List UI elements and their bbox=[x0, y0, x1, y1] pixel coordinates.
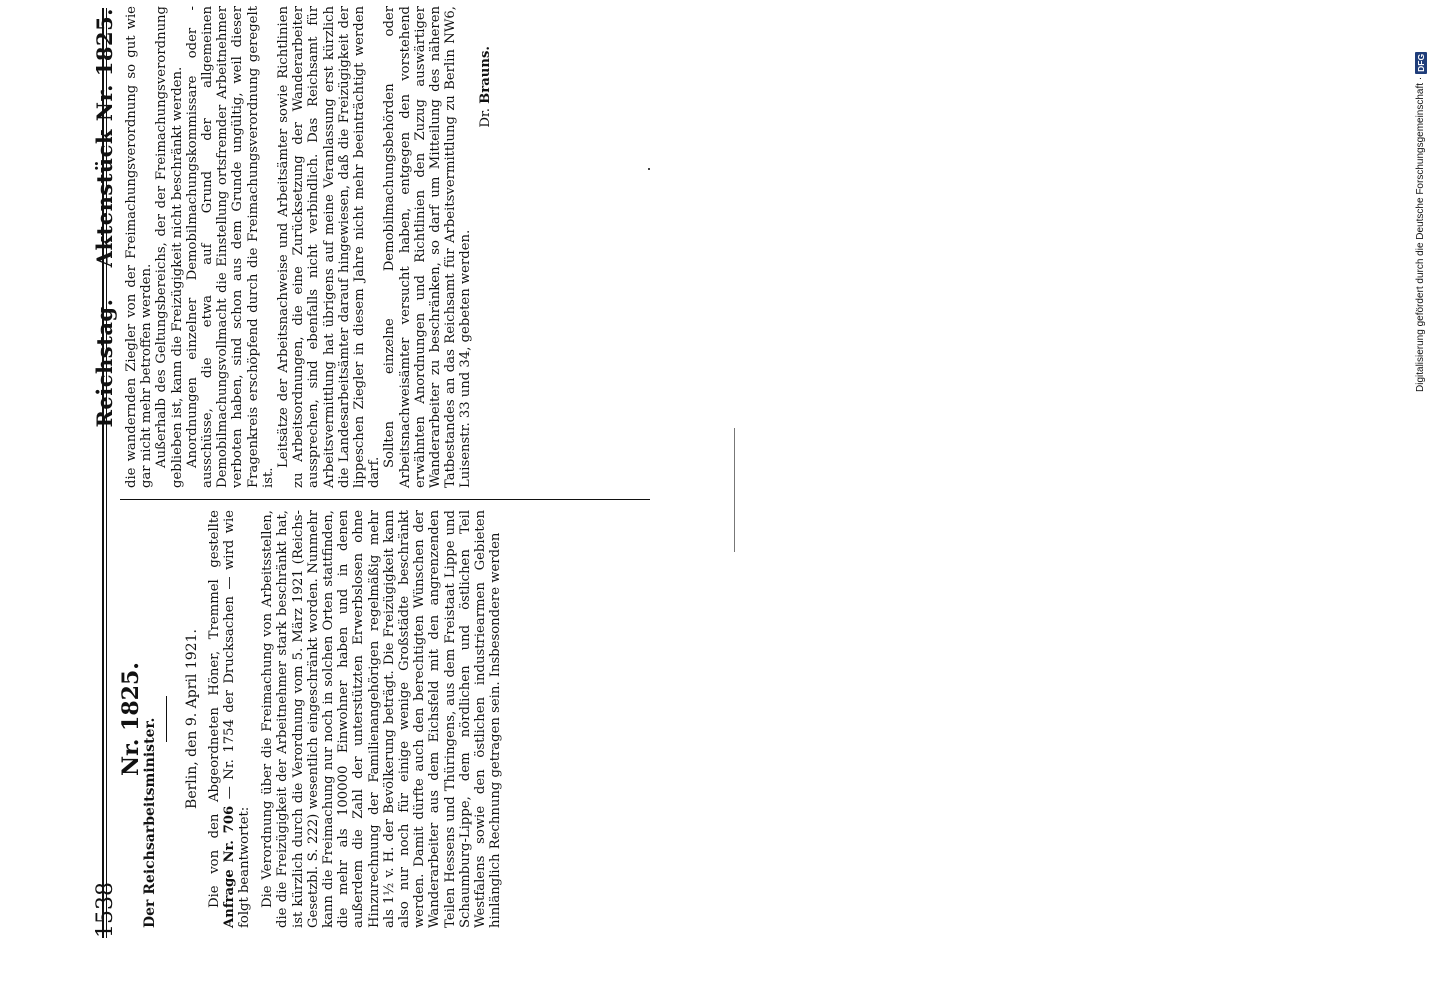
paragraph-1: die wandernden Ziegler von der Freimachungsverordnung so gut wie gar nicht mehr betroffen werden. bbox=[124, 6, 155, 488]
credit-text: Digitalisierung gefördert durch die Deutsche Forschungsgemeinschaft · bbox=[1415, 76, 1426, 392]
paragraph-2: Außerhalb des Geltungsbereichs, der der Freimachungsverordnung geblieben ist, kann die Freizügigkeit nicht beschränkt werden. bbox=[154, 6, 185, 488]
left-column bbox=[118, 510, 504, 928]
digitization-credit bbox=[1414, 2, 1428, 392]
paragraph-3: Anordnungen einzelner Demobilmachungskommissare oder -ausschüsse, die etwa auf Grund der allgemeinen Demobilmachungsvollmacht die Einstellung ortsfremder Arbeitnehmer verboten haben, sind schon aus dem Grunde ungültig, weil dieser Fragenkreis erschöpfend durch die Freimachungsverordnung geregelt ist. bbox=[184, 6, 276, 488]
signature: Dr. Brauns. bbox=[477, 46, 493, 128]
body-paragraph: Die Verordnung über die Freimachung von Arbeitsstellen, die die Freizügigkeit der Arbeitnehmer stark beschränkt hat, ist kürzlich durch die Verordnung vom 5. März 1921 (Reichs-Gesetzbl. S. 222) wesentlich eingeschränkt worden. Nunmehr kann die Freimachung nur noch in solchen Orten stattfinden, die mehr als 100000 Einwohner haben und in denen außerdem die Zahl der unterstützten Erwerbslosen ohne Hinzurechnung der Familienangehörigen regelmäßig mehr als 1½ v. H. der Bevölkerung beträgt. Die Freizügigkeit kann also nur noch für einige wenige Großstädte beschränkt werden. Damit dürfte auch den berechtigten Wünschen der Wanderarbeiter aus dem Eichsfeld mit den angrenzenden Teilen Hessens und Thüringens, aus dem Freistaat Lippe und Schaumburg-Lippe, dem nördlichen und östlichen Teil Westfalens sowie den östlichen industriearmen Gebieten hinlänglich Rechnung getragen sein. Insbesondere werden bbox=[260, 510, 504, 928]
running-title: Reichstag. Aktenstück Nr. 1825. bbox=[92, 8, 117, 428]
document-number-heading: Nr. 1825. bbox=[118, 662, 144, 776]
page-number: 1538 bbox=[93, 882, 118, 938]
dateline: Berlin, den 9. April 1921. bbox=[184, 629, 201, 809]
paragraph-5: Sollten einzelne Demobilmachungsbehörden oder Arbeitsnachweisämter versucht haben, entgegen den vorstehend erwähnten Anordnungen und Richtlinien den Zuzug auswärtiger Wanderarbeiter zu beschränken, so darf um Mitteilung des näheren Tatbestandes an das Reichsamt für Arbeitsvermittlung zu Berlin NW6, Luisenstr. 33 und 34, gebeten werden. bbox=[382, 6, 474, 488]
intro-paragraph: Die von den Abgeordneten Höner, Tremmel gestellte Anfrage Nr. 706 — Nr. 1754 der Drucksachen — wird wie folgt beantwortet: bbox=[206, 510, 253, 928]
inquiry-number: Anfrage Nr. 706 bbox=[221, 805, 237, 928]
short-rule bbox=[166, 696, 167, 742]
signature-name: Brauns. bbox=[477, 46, 493, 104]
page-header bbox=[92, 8, 118, 938]
scan-artifact-line bbox=[734, 428, 735, 552]
header-rule bbox=[102, 8, 104, 938]
right-column bbox=[124, 6, 493, 488]
paragraph-4: Leitsätze der Arbeitsnachweise und Arbeitsämter sowie Richtlinien zu Arbeitsordnungen, die eine Zurücksetzung der Wanderarbeiter aussprechen, sind ebenfalls nicht verbindlich. Das Reichsamt für Arbeitsvermittlung hat übrigens auf meine Veranlassung erst kürzlich die Landesarbeitsämter darauf hingewiesen, daß die Freizügigkeit der lippeschen Ziegler in diesem Jahre nicht mehr beeinträchtigt werden darf. bbox=[276, 6, 383, 488]
scanned-page bbox=[40, 0, 660, 1000]
dfg-logo-icon: DFG bbox=[1416, 53, 1426, 72]
header-rule-thin bbox=[106, 8, 107, 938]
column-divider bbox=[120, 499, 650, 500]
scan-artifact-dot bbox=[648, 168, 650, 170]
ministry-label: Der Reichsarbeitsminister. bbox=[142, 717, 159, 928]
